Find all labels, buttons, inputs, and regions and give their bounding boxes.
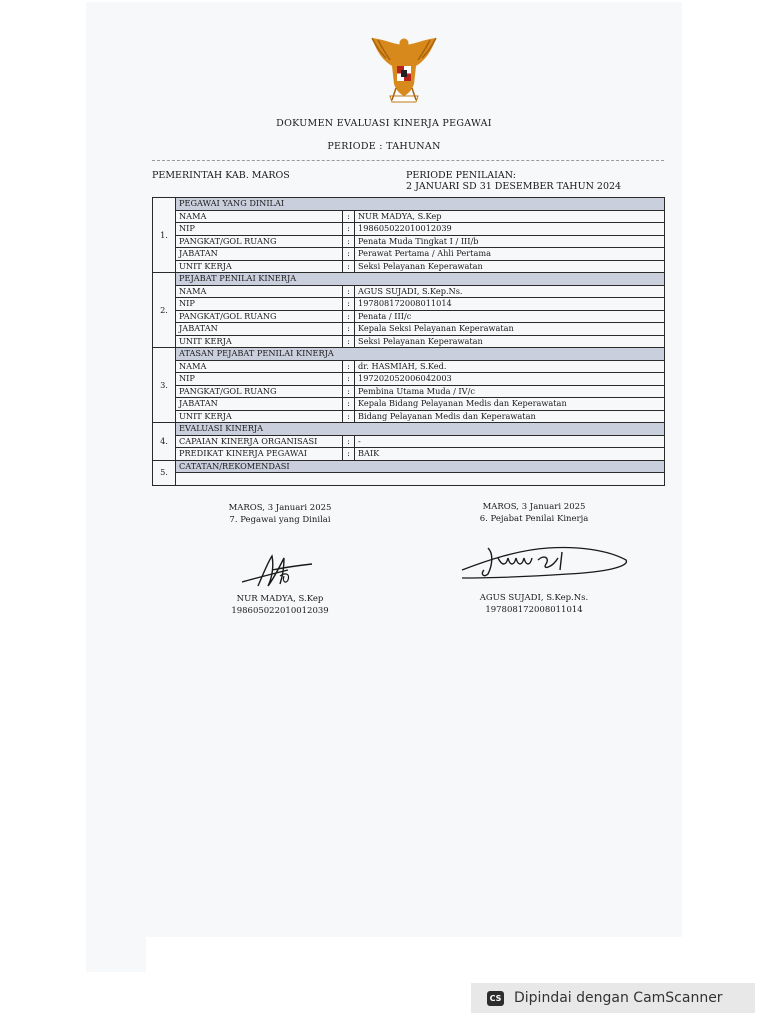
document-period: PERIODE : TAHUNAN [327,141,441,152]
row-label: UNIT KERJA [176,410,343,423]
table-row: JABATAN : Kepala Seksi Pelayanan Keperawatan [153,323,665,336]
section-header-row [153,198,665,211]
row-value: BAIK [355,448,665,461]
row-label: CAPAIAN KINERJA ORGANISASI [176,435,343,448]
row-label: PANGKAT/GOL RUANG [176,310,343,323]
section-number: 4. [153,423,176,461]
section-header-row [153,423,665,436]
signature-icon [458,540,630,584]
assessment-period-label: PERIODE PENILAIAN: [406,170,516,181]
row-value: NUR MADYA, S.Kep [355,210,665,223]
table-row: JABATAN : Kepala Bidang Pelayanan Medis dan Keperawatan [153,398,665,411]
section-title: PEGAWAI YANG DINILAI [176,198,665,211]
assessment-period-value: 2 JANUARI SD 31 DESEMBER TAHUN 2024 [406,181,622,192]
row-value: - [355,435,665,448]
left-name: NUR MADYA, S.Kep [236,594,324,604]
table-row: UNIT KERJA : Seksi Pelayanan Keperawatan [153,260,665,273]
camscanner-watermark [471,983,755,1013]
table-row: CAPAIAN KINERJA ORGANISASI : - [153,435,665,448]
row-value: 197808172008011014 [355,298,665,311]
table-row: UNIT KERJA : Seksi Pelayanan Keperawatan [153,335,665,348]
table-row: PREDIKAT KINERJA PEGAWAI : BAIK [153,448,665,461]
row-value: Seksi Pelayanan Keperawatan [355,335,665,348]
row-value: Seksi Pelayanan Keperawatan [355,260,665,273]
row-label: PREDIKAT KINERJA PEGAWAI [176,448,343,461]
section-header-row [153,348,665,361]
signature-icon [238,552,318,592]
row-label: PANGKAT/GOL RUANG [176,235,343,248]
right-name: AGUS SUJADI, S.Kep.Ns. [479,593,589,603]
table-row: JABATAN : Perawat Pertama / Ahli Pertama [153,248,665,261]
row-label: UNIT KERJA [176,260,343,273]
row-label: NIP [176,298,343,311]
scanned-paper-edge [86,936,146,972]
garuda-emblem-icon [366,36,442,104]
notes-row [153,473,665,486]
row-value: AGUS SUJADI, S.Kep.Ns. [355,285,665,298]
row-value: Penata Muda Tingkat I / III/b [355,235,665,248]
camscanner-logo-icon: CS [487,991,504,1006]
government-name: PEMERINTAH KAB. MAROS [152,170,290,181]
right-role: 6. Pejabat Penilai Kinerja [479,514,589,524]
divider [152,160,664,161]
row-value: Pembina Utama Muda / IV/c [355,385,665,398]
left-role: 7. Pegawai yang Dinilai [229,515,331,525]
section-number: 1. [153,198,176,273]
row-value: Kepala Bidang Pelayanan Medis dan Keperawatan [355,398,665,411]
section-title: ATASAN PEJABAT PENILAI KINERJA [176,348,665,361]
evaluation-table [152,197,665,486]
table-row: NAMA : NUR MADYA, S.Kep [153,210,665,223]
section-title: PEJABAT PENILAI KINERJA [176,273,665,286]
right-nip: 197808172008011014 [485,605,583,615]
notes-cell [176,473,665,486]
row-label: PANGKAT/GOL RUANG [176,385,343,398]
right-place-date: MAROS, 3 Januari 2025 [482,502,586,512]
row-label: NAMA [176,360,343,373]
section-title: CATATAN/REKOMENDASI [176,460,665,473]
row-value: Perawat Pertama / Ahli Pertama [355,248,665,261]
row-label: NIP [176,223,343,236]
row-label: NAMA [176,285,343,298]
row-value: Kepala Seksi Pelayanan Keperawatan [355,323,665,336]
section-header-row [153,460,665,473]
table-row: PANGKAT/GOL RUANG : Penata Muda Tingkat I / III/b [153,235,665,248]
table-row: PANGKAT/GOL RUANG : Pembina Utama Muda / IV/c [153,385,665,398]
row-label: JABATAN [176,248,343,261]
table-row: NIP : 198605022010012039 [153,223,665,236]
section-title: EVALUASI KINERJA [176,423,665,436]
table-row: NAMA : AGUS SUJADI, S.Kep.Ns. [153,285,665,298]
row-value: Bidang Pelayanan Medis dan Keperawatan [355,410,665,423]
left-place-date: MAROS, 3 Januari 2025 [228,503,332,513]
table-row: NAMA : dr. HASMIAH, S.Ked. [153,360,665,373]
section-number: 5. [153,460,176,485]
row-label: JABATAN [176,323,343,336]
row-value: 198605022010012039 [355,223,665,236]
left-nip: 198605022010012039 [231,606,329,616]
table-row: UNIT KERJA : Bidang Pelayanan Medis dan Keperawatan [153,410,665,423]
section-number: 3. [153,348,176,423]
row-label: UNIT KERJA [176,335,343,348]
row-value: Penata / III/c [355,310,665,323]
camscanner-text: Dipindai dengan CamScanner [514,990,723,1006]
table-row: NIP : 197808172008011014 [153,298,665,311]
section-number: 2. [153,273,176,348]
document-title: DOKUMEN EVALUASI KINERJA PEGAWAI [276,118,492,129]
row-value: 197202052006042003 [355,373,665,386]
row-label: NIP [176,373,343,386]
section-header-row [153,273,665,286]
row-label: NAMA [176,210,343,223]
row-label: JABATAN [176,398,343,411]
table-row: NIP : 197202052006042003 [153,373,665,386]
row-value: dr. HASMIAH, S.Ked. [355,360,665,373]
table-row: PANGKAT/GOL RUANG : Penata / III/c [153,310,665,323]
